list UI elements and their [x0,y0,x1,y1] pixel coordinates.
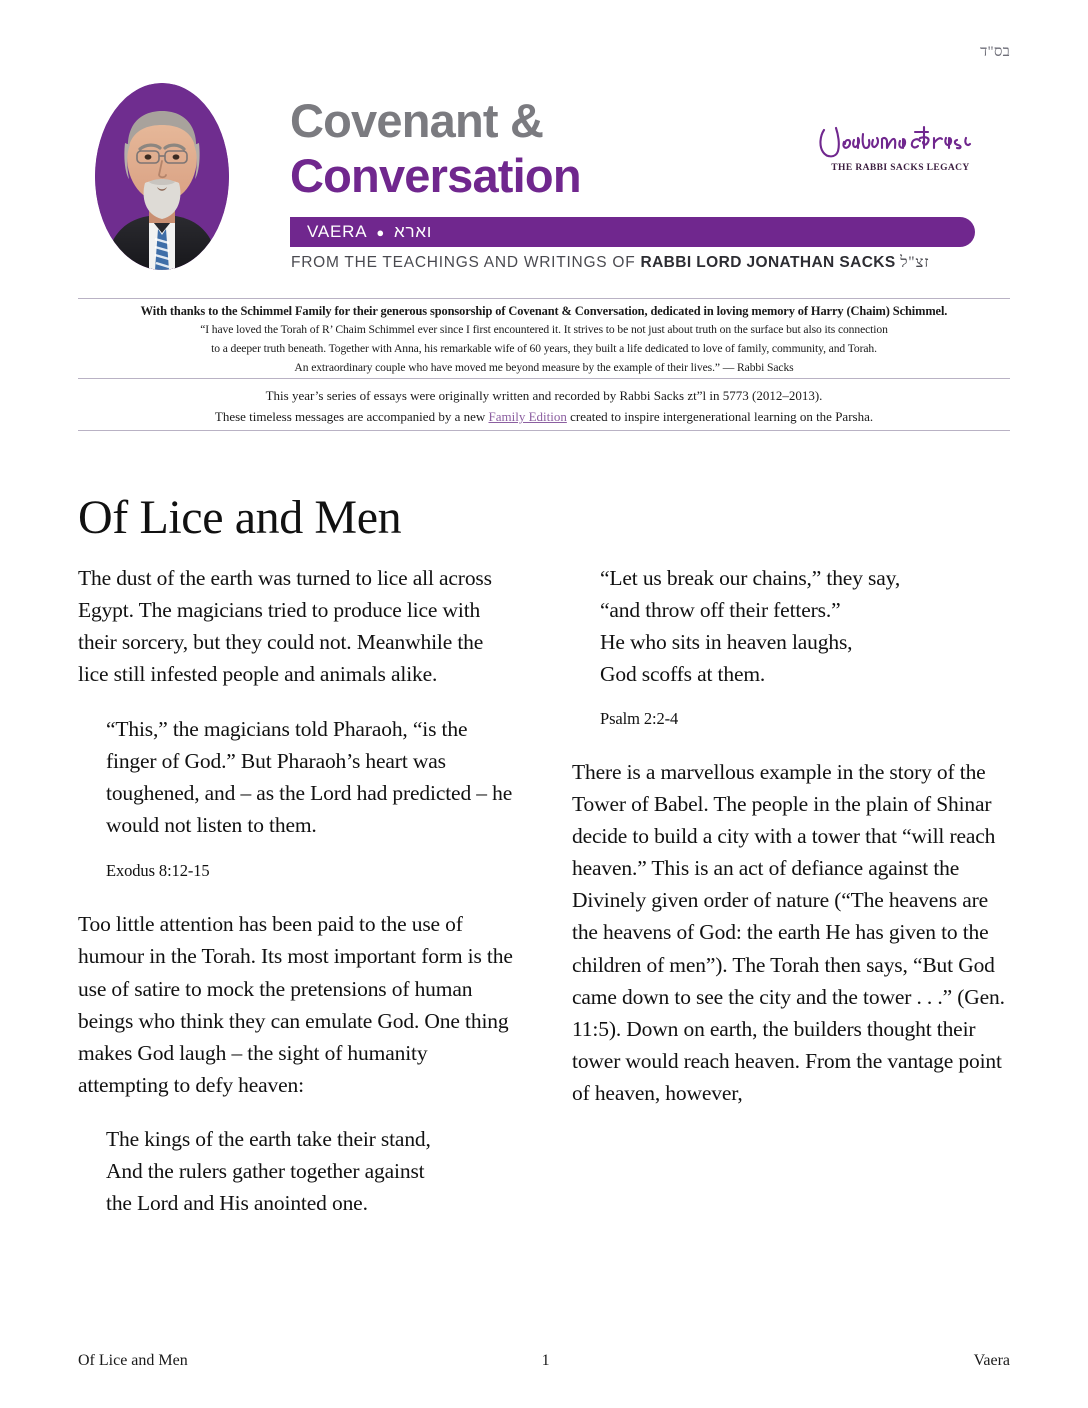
brand-title [290,94,581,204]
footer-left-title: Of Lice and Men [78,1352,188,1369]
parsha-banner [290,217,975,247]
parsha-banner-text [290,222,432,242]
footer-right-parsha: Vaera [973,1352,1010,1369]
page-title: Of Lice and Men [78,491,402,545]
right-verse-block [572,562,1010,691]
right-verse-line-3: He who sits in heaven laughs, [600,630,853,655]
right-verse-line-2: “and throw off their fetters.” [600,598,841,623]
essay-note-suffix: created to inspire intergenerational learning on the Parsha. [566,409,874,425]
parsha-hebrew: וארא [394,222,433,241]
rabbi-sacks-legacy-logo [813,122,988,173]
family-edition-link[interactable]: Family Edition [488,409,567,425]
from-suffix-honorific: זצ"ל [895,254,930,271]
from-author-name: RABBI LORD JONATHAN SACKS [640,254,896,271]
article-body [78,562,1010,1235]
essay-note-prefix: These timeless messages are accompanied by a new [214,409,489,425]
parsha-english: VAERA [307,222,368,241]
divider-top [78,298,1010,299]
bsd-mark: בס"ד [980,44,1010,60]
brand-line-covenant: Covenant & [290,94,544,147]
author-portrait [95,83,229,270]
right-verse-line-1: “Let us break our chains,” they say, [600,566,901,590]
dedication-line-2: to a deeper truth beneath. Together with Anna, his remarkable wife of 60 years, they built a life dedicated to love of family, community, and Torah. [211,341,877,355]
page-footer [78,1352,1010,1370]
left-verse-line-3: the Lord and His anointed one. [106,1191,368,1216]
right-paragraph-1: There is a marvellous example in the story of the Tower of Babel. The people in the plain of Shinar decide to build a city with a tower that “will reach heaven.” This is an act of defiance against the Divinely given order of nature (“The heavens are the heavens of God: the earth He has given to the children of men”). The Torah then says, “But God came down to see the city and the tower . . .” (Gen. 11:5). Down on earth, the builders thought their tower would reach heaven. From the vantage point of heaven, however, [572,759,1005,1106]
left-verse-line-1: The kings of the earth take their stand, [106,1127,431,1152]
essay-note-line-2 [78,406,1010,427]
dedication-line-1: “I have loved the Torah of R’ Chaim Schimmel ever since I first encountered it. It strives to be not just about truth on the surface but also its connection [200,322,888,336]
essay-series-note [78,385,1010,427]
left-blockquote-exodus: “This,” the magicians told Pharaoh, “is the finger of God.” But Pharaoh’s heart was toughened, and – as the Lord had predicted – he would not listen to them. [106,716,513,837]
masthead [78,80,1010,288]
left-verse-line-2: And the rulers gather together against [106,1159,425,1184]
legacy-subtitle: THE RABBI SACKS LEGACY [831,163,970,173]
dedication-line-3: An extraordinary couple who have moved me beyond measure by the example of their lives.” — Rabbi Sacks [294,360,794,374]
divider-middle [78,378,1010,379]
signature-icon [816,122,986,162]
essay-note-line-1: This year’s series of essays were originally written and recorded by Rabbi Sacks zt”l in 5773 (2012–2013). [265,388,823,403]
right-citation-psalm: Psalm 2:2-4 [600,708,679,728]
portrait-image [95,83,229,270]
left-paragraph-1: The dust of the earth was turned to lice all across Egypt. The magicians tried to produce lice with their sorcery, but they could not. Meanwhile the lice still infested people and animals alike. [78,566,492,687]
right-column [572,562,1010,1235]
left-citation-exodus: Exodus 8:12-15 [106,861,210,881]
from-prefix: FROM THE TEACHINGS AND WRITINGS OF [291,254,641,271]
dedication-block [78,303,1010,377]
brand-line-conversation: Conversation [290,148,581,202]
left-paragraph-2: Too little attention has been paid to the use of humour in the Torah. Its most important form is the use of satire to mock the pretensions of human beings who think they can emulate God. One thing makes God laugh – the sight of humanity attempting to defy heaven: [78,912,513,1097]
parsha-separator-dot: ● [376,225,386,241]
divider-bottom [78,430,1010,431]
dedication-heading: With thanks to the Schimmel Family for their generous sponsorship of Covenant & Conversation, dedicated in loving memory of Harry (Chaim) Schimmel. [140,304,948,318]
from-teachings-line [291,254,929,272]
right-verse-line-4: God scoffs at them. [600,662,766,687]
footer-page-number: 1 [541,1352,550,1369]
left-column [78,562,516,1235]
left-verse-block [78,1123,516,1219]
